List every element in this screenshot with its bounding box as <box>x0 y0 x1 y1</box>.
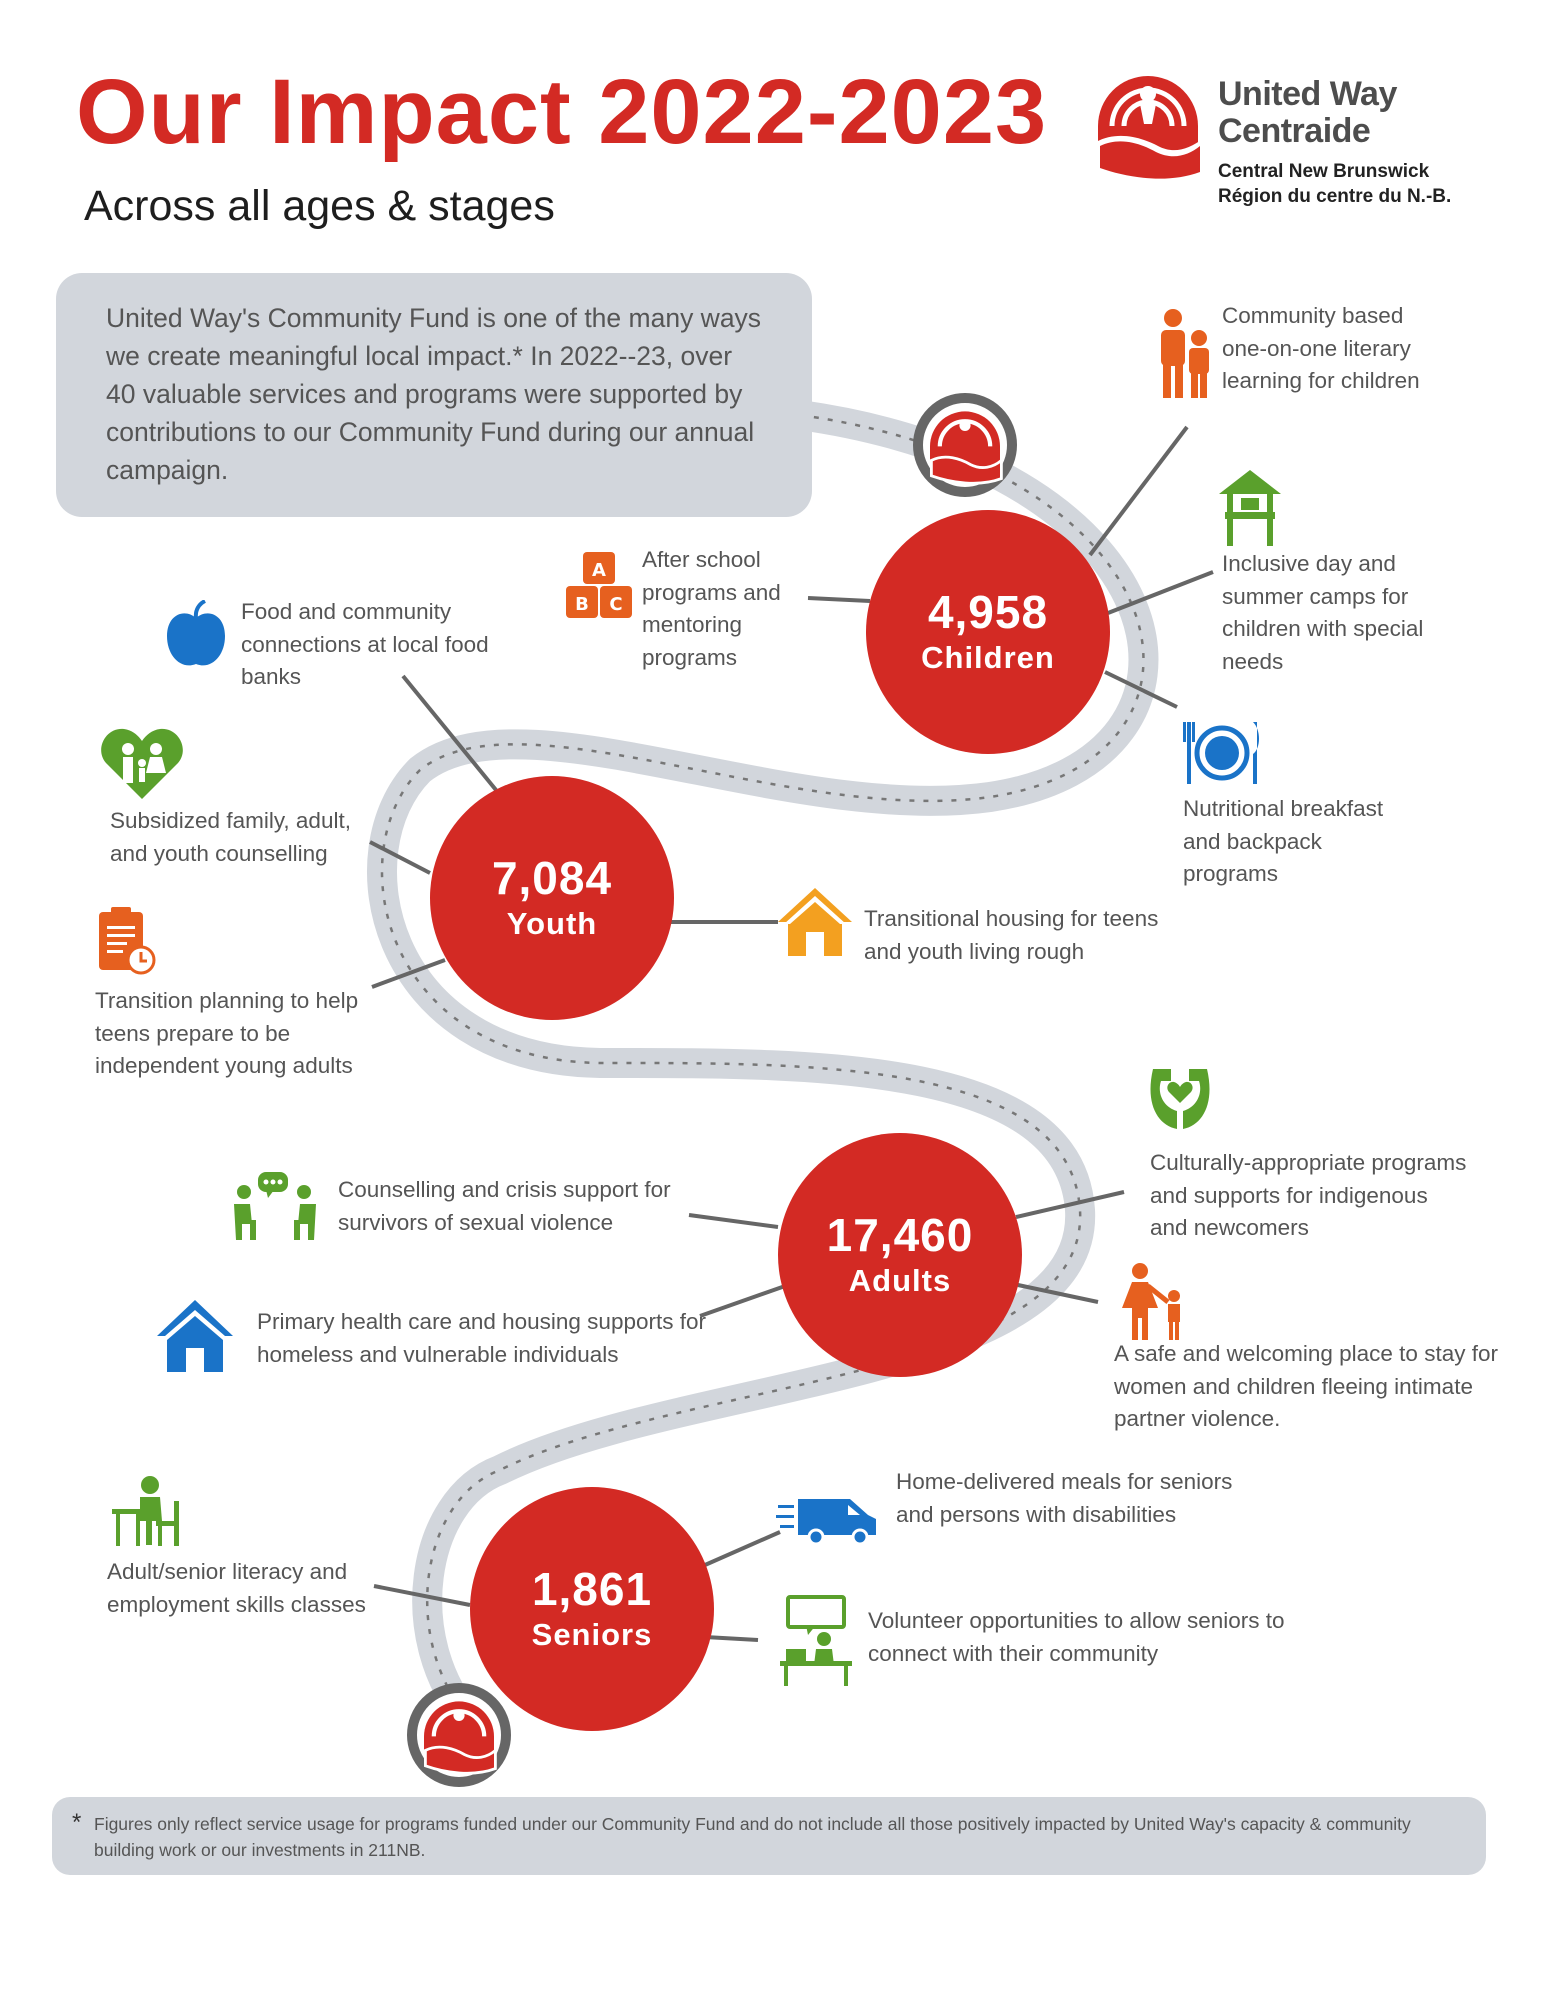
footnote-text: Figures only reflect service usage for programs funded under our Community Fund and do not include all those positively impacted by United Way's capacity & community building work or our investments in 211NB. <box>94 1814 1411 1860</box>
united-way-logo <box>1088 48 1478 218</box>
intro-text: United Way's Community Fund is one of the many ways we create meaningful local impact.* In 2022--23, over 40 valuable services and programs were supported by contributions to our Community Fund during our annual campaign. <box>106 303 762 485</box>
home-icon <box>155 1298 235 1374</box>
intro-box <box>56 273 812 517</box>
svg-text:B: B <box>575 594 589 615</box>
children-count: 4,958 <box>927 585 1049 638</box>
seniors-count: 1,861 <box>531 1562 653 1615</box>
house-icon <box>776 886 854 958</box>
youth-count: 7,084 <box>491 851 613 904</box>
health-housing-label: Primary health care and housing supports for homeless and vulnerable individuals <box>257 1309 706 1367</box>
playground-icon <box>1215 468 1285 548</box>
page-title: Our Impact 2022-2023 <box>76 61 1048 163</box>
safe-place-label: A safe and welcoming place to stay for women and children fleeing intimate partner violence. <box>1114 1341 1498 1431</box>
svg-text:C: C <box>609 594 623 615</box>
volunteer-label: Volunteer opportunities to allow seniors to connect with their community <box>868 1608 1285 1666</box>
plate-cutlery-icon <box>1183 718 1261 786</box>
road-start-emblem-icon <box>913 393 1017 497</box>
mother-child-icon <box>1118 1262 1190 1342</box>
transitional-housing-label: Transitional housing for teens and youth living rough <box>864 906 1159 964</box>
transition-label: Transition planning to help teens prepare to be independent young adults <box>95 988 359 1078</box>
logo-name-line2: Centraide <box>1218 111 1371 150</box>
svg-text:A: A <box>592 560 606 581</box>
meals-label: Home-delivered meals for seniors and persons with disabilities <box>896 1469 1233 1527</box>
breakfast-label: Nutritional breakfast and backpack programs <box>1183 796 1384 886</box>
counselling-label: Subsidized family, adult, and youth counselling <box>110 808 351 866</box>
conversation-icon <box>230 1170 320 1242</box>
delivery-van-icon <box>776 1495 880 1545</box>
hands-heart-icon <box>1147 1067 1213 1133</box>
day-camps-label: Inclusive day and summer camps for children with special needs <box>1222 551 1424 674</box>
seniors-label: Seniors <box>531 1617 653 1653</box>
volunteer-desk-icon <box>778 1595 854 1687</box>
children-label: Children <box>921 640 1055 676</box>
adults-label: Adults <box>848 1263 952 1299</box>
abc-blocks-icon <box>564 550 634 620</box>
family-figures-icon <box>1155 308 1215 400</box>
crisis-support-label: Counselling and crisis support for survivors of sexual violence <box>338 1177 671 1235</box>
seniors-stat-circle <box>470 1487 714 1731</box>
person-at-desk-icon <box>110 1475 184 1547</box>
cultural-label: Culturally-appropriate programs and supports for indigenous and newcomers <box>1150 1150 1467 1240</box>
page-subtitle: Across all ages & stages <box>84 182 555 230</box>
logo-region-line1: Central New Brunswick <box>1218 161 1430 182</box>
youth-label: Youth <box>506 906 598 942</box>
children-stat-circle <box>866 510 1110 754</box>
apple-icon <box>165 600 227 670</box>
youth-stat-circle <box>430 776 674 1020</box>
senior-literacy-label: Adult/senior literacy and employment skills classes <box>107 1559 366 1617</box>
footnote-box <box>52 1797 1486 1875</box>
adults-stat-circle <box>778 1133 1022 1377</box>
road-end-emblem-icon <box>407 1683 511 1787</box>
logo-name-line1: United Way <box>1218 75 1397 113</box>
logo-region-line2: Région du centre du N.-B. <box>1218 185 1452 207</box>
after-school-label: After school programs and mentoring programs <box>642 547 781 670</box>
food-banks-label: Food and community connections at local food banks <box>241 599 489 689</box>
adults-count: 17,460 <box>826 1208 974 1261</box>
literacy-children-label: Community based one-on-one literary learning for children <box>1222 303 1420 393</box>
footnote-asterisk: * <box>72 1809 82 1836</box>
clipboard-clock-icon <box>97 906 157 976</box>
heart-family-icon <box>100 725 184 801</box>
united-way-emblem-icon <box>1088 64 1208 184</box>
